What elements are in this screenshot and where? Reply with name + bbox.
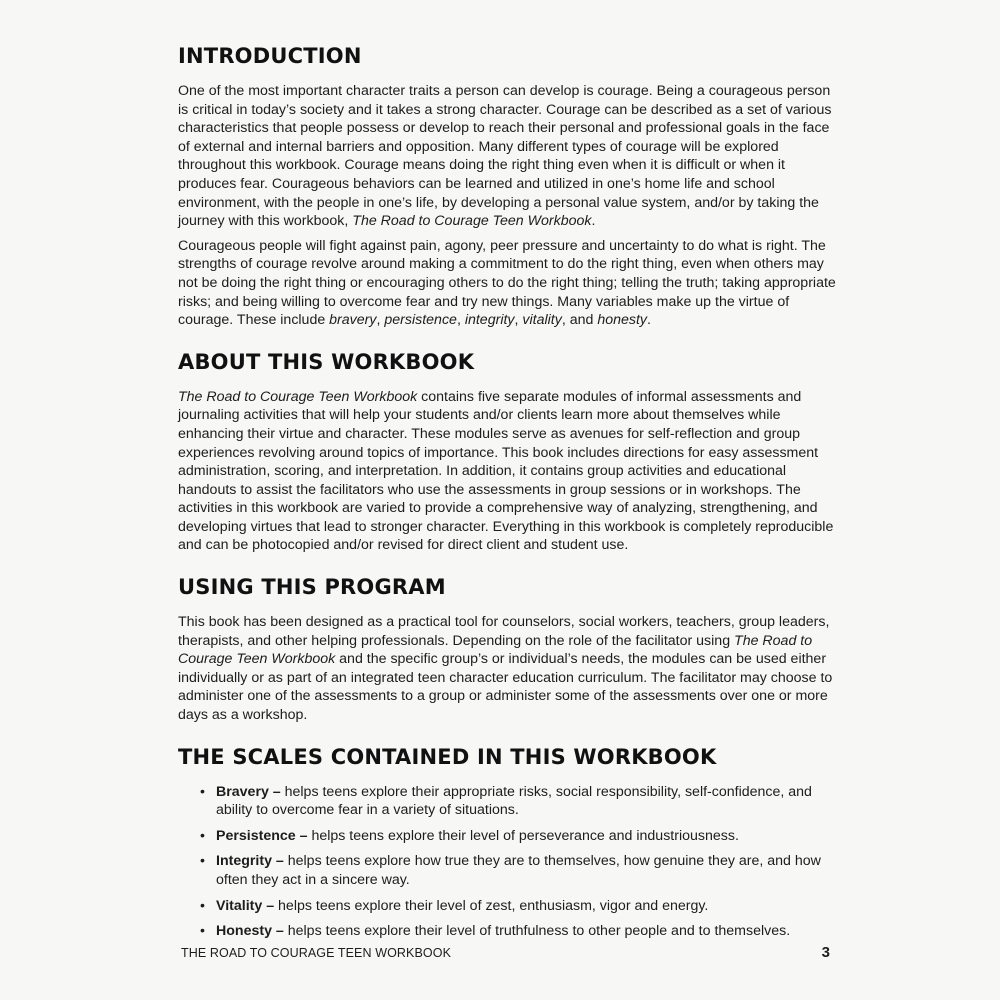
scale-item-integrity — [200, 852, 840, 889]
text-run: , — [456, 312, 465, 329]
scale-description: helps teens explore their level of zest, enthusiasm, vigor and energy. — [274, 897, 709, 914]
term-vitality: vitality — [522, 312, 562, 329]
bullet-icon: • — [200, 853, 205, 870]
bullet-icon: • — [200, 923, 205, 940]
scale-name: Integrity – — [216, 853, 284, 870]
bullet-icon: • — [200, 897, 205, 914]
introduction-paragraph-1 — [178, 82, 840, 231]
about-heading: ABOUT THIS WORKBOOK — [178, 349, 475, 374]
scales-list — [178, 783, 840, 941]
introduction-paragraph-2 — [178, 237, 840, 330]
scale-name: Bravery – — [216, 783, 281, 800]
text-run: . — [647, 312, 651, 329]
term-persistence: persistence — [384, 312, 457, 329]
scales-heading: THE SCALES CONTAINED IN THIS WORKBOOK — [178, 744, 717, 769]
text-run: Courageous people will fight against pain, agony, peer pressure and uncertainty to do what is right. The strengths of courage revolve around making a commitment to do the right thing, even when others may not be doing the right thing or encouraging others to do the right thing; telling the truth; taking appropriate risks; and being willing to overcome fear and try new things. Many variables make up the virtue of courage. These include — [178, 237, 836, 329]
text-run: contains five separate modules of informal assessments and journaling activities that will help your students and/or clients learn more about themselves while enhancing their virtue and character. These modules serve as avenues for self-reflection and group experiences revolving around topics of importance. This book includes directions for easy assessment administration, scoring, and interpretation. In addition, it contains group activities and educational handouts to assist the facilitators who use the assessments in group sessions or in workshops. The activities in this workbook are varied to provide a comprehensive way of analyzing, strengthening, and developing virtues that lead to stronger character. Everything in this workbook is completely reproducible and can be photocopied and/or revised for direct client and student use. — [178, 388, 834, 554]
text-run: , and — [561, 312, 598, 329]
about-section — [178, 350, 840, 555]
bullet-icon: • — [200, 783, 205, 800]
text-run: . — [591, 213, 596, 230]
scale-description: helps teens explore how true they are to themselves, how genuine they are, and how often they act in a sincere way. — [216, 853, 821, 888]
scale-item-persistence — [200, 827, 840, 846]
book-title: The Road to Courage Teen Workbook — [352, 213, 592, 230]
about-paragraph — [178, 388, 840, 555]
text-run: One of the most important character traits a person can develop is courage. Being a courageous person is critical in today’s society and it takes a strong character. Courage can be described as a set of various characteristics that people possess or develop to reach their personal and professional goals in the face of external and internal barriers and opposition. Many different types of courage will be explored throughout this workbook. Courage means doing the right thing even when it is difficult or when it produces fear. Courageous behaviors can be learned and utilized in one’s home life and school environment, with the people in one’s life, by developing a personal value system, and/or by taking the journey with this workbook, — [178, 83, 832, 230]
scales-section — [178, 745, 840, 941]
text-run: This book has been designed as a practical tool for counselors, social workers, teachers, group leaders, therapists, and other helping professionals. Depending on the role of the facilitator using — [178, 614, 830, 649]
scale-name: Persistence – — [216, 827, 308, 844]
introduction-section — [178, 44, 840, 330]
page-footer — [181, 944, 830, 961]
footer-book-title: THE ROAD TO COURAGE TEEN WORKBOOK — [181, 946, 452, 960]
scale-name: Honesty – — [216, 923, 284, 940]
scale-item-bravery — [200, 783, 840, 820]
scale-name: Vitality – — [216, 897, 275, 914]
bullet-icon: • — [200, 827, 205, 844]
text-run: , — [514, 312, 523, 329]
introduction-heading: INTRODUCTION — [178, 44, 362, 68]
scale-description: helps teens explore their appropriate risks, social responsibility, self-confidence, and ability to overcome fear in a variety of situations. — [216, 783, 812, 819]
text-run: , — [376, 312, 385, 329]
page-number: 3 — [821, 944, 830, 961]
term-bravery: bravery — [329, 312, 377, 329]
using-heading: USING THIS PROGRAM — [178, 575, 446, 600]
term-integrity: integrity — [464, 312, 515, 329]
scale-description: helps teens explore their level of truthfulness to other people and to themselves. — [283, 923, 791, 940]
scale-item-honesty — [200, 922, 840, 941]
term-honesty: honesty — [597, 312, 648, 329]
using-section — [178, 575, 840, 725]
scale-description: helps teens explore their level of perseverance and industriousness. — [307, 827, 739, 844]
scale-item-vitality — [200, 897, 840, 916]
book-title: The Road to Courage Teen Workbook — [178, 632, 813, 668]
text-run: and the specific group’s or individual’s needs, the modules can be used either individually or as part of an integrated teen character education curriculum. The facilitator may choose to administer one of the assessments to a group or administer some of the assessments over one or more days as a workshop. — [178, 651, 833, 724]
book-title: The Road to Courage Teen Workbook — [178, 388, 418, 405]
using-paragraph — [178, 613, 840, 725]
